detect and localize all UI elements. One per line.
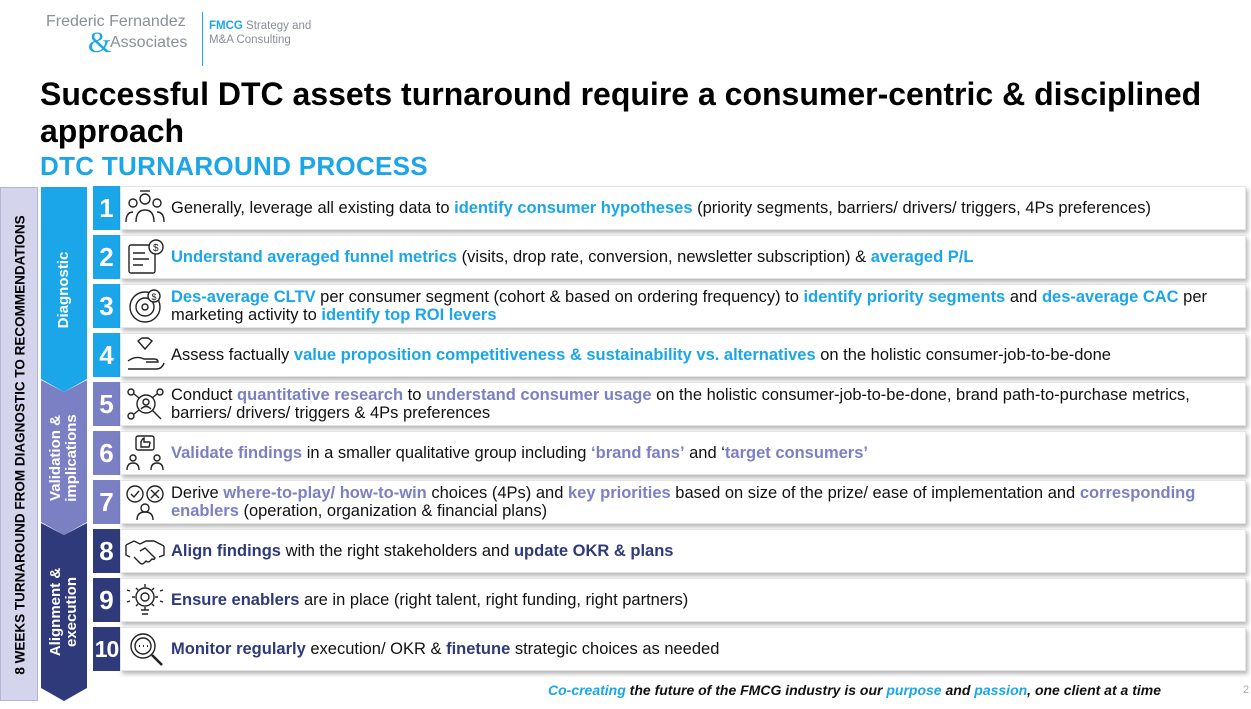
step-text-segment: and ‘ [684, 444, 725, 462]
step-text-9 [171, 591, 1239, 609]
step-text-segment: Conduct [171, 386, 238, 404]
phase-validation-line2: implications [63, 413, 80, 502]
phase-validation [41, 380, 87, 535]
step-row-1 [93, 186, 1246, 230]
step-text-segment: on the holistic consumer-job-to-be-done [815, 346, 1111, 364]
timeline-label: 8 WEEKS TURNAROUND FROM DIAGNOSTIC TO RECOMMENDATIONS [12, 215, 28, 675]
step-text-segment: execution/ OKR & [305, 640, 447, 658]
step-text-segment: with the right stakeholders and [280, 542, 514, 560]
step-highlight: Monitor regularly [171, 640, 306, 658]
step-highlight: ‘brand fans’ [591, 444, 685, 462]
step-text-5 [171, 386, 1239, 422]
step-text-segment: based on size of the prize/ ease of implementation and [670, 484, 1080, 502]
logo-tagline-brand: FMCG [209, 20, 243, 32]
step-highlight: Validate findings [171, 444, 303, 462]
value-proposition-icon [124, 335, 166, 375]
step-highlight: averaged P/L [870, 248, 974, 266]
step-text-segment: to [403, 386, 426, 404]
step-number-9: 9 [93, 578, 120, 622]
step-text-segment: Assess factually [171, 346, 294, 364]
step-highlight: key priorities [568, 484, 671, 502]
footer-cocreating: Co-creating [548, 682, 626, 698]
step-text-segment: choices (4Ps) and [426, 484, 568, 502]
step-text-segment: Derive [171, 484, 224, 502]
step-card-4 [120, 333, 1246, 377]
footer-slogan [548, 682, 1161, 698]
step-highlight: value proposition competitiveness & sustainability vs. alternatives [293, 346, 816, 364]
decision-choices-icon [124, 482, 166, 522]
gear-bulb-icon [124, 580, 166, 620]
step-highlight: identify priority segments [803, 288, 1006, 306]
step-text-segment: on the holistic consumer-job-to-be-done, brand path-to-purchase metrics, barriers/ drivers/ triggers & 4Ps preferences [171, 386, 1190, 422]
phase-alignment-label [48, 568, 80, 656]
step-text-segment: (priority segments, barriers/ drivers/ triggers, 4Ps preferences) [692, 199, 1151, 217]
step-number-3: 3 [93, 284, 120, 328]
step-card-5 [120, 382, 1246, 426]
step-highlight: target consumers’ [724, 444, 868, 462]
footer-text-1: the future of the FMCG industry is our [625, 682, 887, 698]
step-card-10 [120, 627, 1246, 671]
step-text-segment: Generally, leverage all existing data to [171, 199, 455, 217]
step-highlight: des-average CAC [1041, 288, 1179, 306]
phase-alignment-line1: Alignment & [47, 567, 64, 657]
page-title: Successful DTC assets turnaround require a consumer-centric & disciplined approach [40, 76, 1202, 149]
step-highlight: quantitative research [237, 386, 404, 404]
step-highlight: update OKR & plans [513, 542, 674, 560]
step-row-4 [93, 333, 1246, 377]
step-highlight: finetune [446, 640, 511, 658]
step-text-8 [171, 542, 1239, 560]
phase-validation-label [48, 414, 80, 502]
step-text-2 [171, 248, 1239, 266]
phase-diagnostic [41, 187, 87, 392]
step-text-segment: strategic choices as needed [510, 640, 720, 658]
logo-tagline-line2: M&A Consulting [209, 34, 291, 46]
step-number-7: 7 [93, 480, 120, 524]
step-highlight: corresponding enablers [171, 484, 1196, 520]
step-row-9 [93, 578, 1246, 622]
logo-tagline-rest: Strategy and [242, 20, 312, 32]
step-number-6: 6 [93, 431, 120, 475]
step-text-segment: per marketing activity to [171, 288, 1208, 324]
step-text-6 [171, 444, 1239, 462]
logo-divider [202, 12, 203, 66]
step-row-6 [93, 431, 1246, 475]
step-text-segment: are in place (right talent, right funding, right partners) [299, 591, 689, 609]
step-number-1: 1 [93, 186, 120, 230]
logo-name-line1: Frederic Fernandez [46, 13, 186, 30]
step-card-8 [120, 529, 1246, 573]
handshake-icon [124, 531, 166, 571]
svg-text:$: $ [153, 243, 159, 254]
step-number-8: 8 [93, 529, 120, 573]
step-row-2 [93, 235, 1246, 279]
funnel-report-icon [124, 237, 166, 277]
step-text-1 [171, 199, 1239, 217]
footer-text-3: , one client at a time [1027, 682, 1161, 698]
company-logo [44, 12, 324, 68]
step-highlight: Understand averaged funnel metrics [171, 248, 458, 266]
footer-passion: passion [974, 682, 1028, 698]
phase-validation-line1: Validation & [47, 414, 64, 501]
step-text-segment: per consumer segment (cohort & based on ordering frequency) to [315, 288, 804, 306]
step-card-3 [120, 284, 1246, 328]
phase-diagnostic-label: Diagnostic [55, 251, 72, 328]
step-highlight: Des-average CLTV [171, 288, 316, 306]
step-text-segment: in a smaller qualitative group including [302, 444, 592, 462]
step-row-7 [93, 480, 1246, 524]
logo-ampersand: & [88, 26, 112, 59]
step-number-2: 2 [93, 235, 120, 279]
step-card-7 [120, 480, 1246, 524]
page-subtitle: DTC TURNAROUND PROCESS [40, 151, 428, 181]
step-highlight: understand consumer usage [425, 386, 652, 404]
phase-alignment [41, 523, 87, 701]
step-highlight: where-to-play/ how-to-win [223, 484, 427, 502]
footer-purpose: purpose [886, 682, 942, 698]
footer-text-2: and [941, 682, 975, 698]
timeline-bar [0, 187, 38, 701]
step-text-3 [171, 288, 1239, 324]
step-text-segment: and [1005, 288, 1042, 306]
step-text-4 [171, 346, 1239, 364]
step-text-segment: (operation, organization & financial plans) [238, 502, 548, 520]
step-card-2 [120, 235, 1246, 279]
step-row-10 [93, 627, 1246, 671]
target-money-icon [124, 286, 166, 326]
research-magnifier-icon [124, 384, 166, 424]
step-card-1 [120, 186, 1246, 230]
focus-group-icon [124, 433, 166, 473]
step-highlight: identify consumer hypotheses [454, 199, 693, 217]
step-card-6 [120, 431, 1246, 475]
step-highlight: Align findings [171, 542, 281, 560]
svg-text:$: $ [151, 292, 157, 302]
step-text-10 [171, 640, 1239, 658]
step-row-8 [93, 529, 1246, 573]
step-number-5: 5 [93, 382, 120, 426]
logo-tagline [209, 19, 311, 47]
step-row-3 [93, 284, 1246, 328]
logo-name-line2: Associates [110, 34, 188, 51]
consumer-group-icon [124, 188, 166, 228]
step-number-10: 10 [93, 627, 120, 671]
phase-alignment-line2: execution [63, 576, 80, 648]
step-text-segment: (visits, drop rate, conversion, newsletter subscription) & [457, 248, 871, 266]
step-text-7 [171, 484, 1239, 520]
step-row-5 [93, 382, 1246, 426]
page-number: 2 [1243, 684, 1250, 696]
step-highlight: identify top ROI levers [321, 306, 497, 324]
monitor-magnifier-icon [124, 629, 166, 669]
step-card-9 [120, 578, 1246, 622]
step-highlight: Ensure enablers [171, 591, 300, 609]
step-number-4: 4 [93, 333, 120, 377]
